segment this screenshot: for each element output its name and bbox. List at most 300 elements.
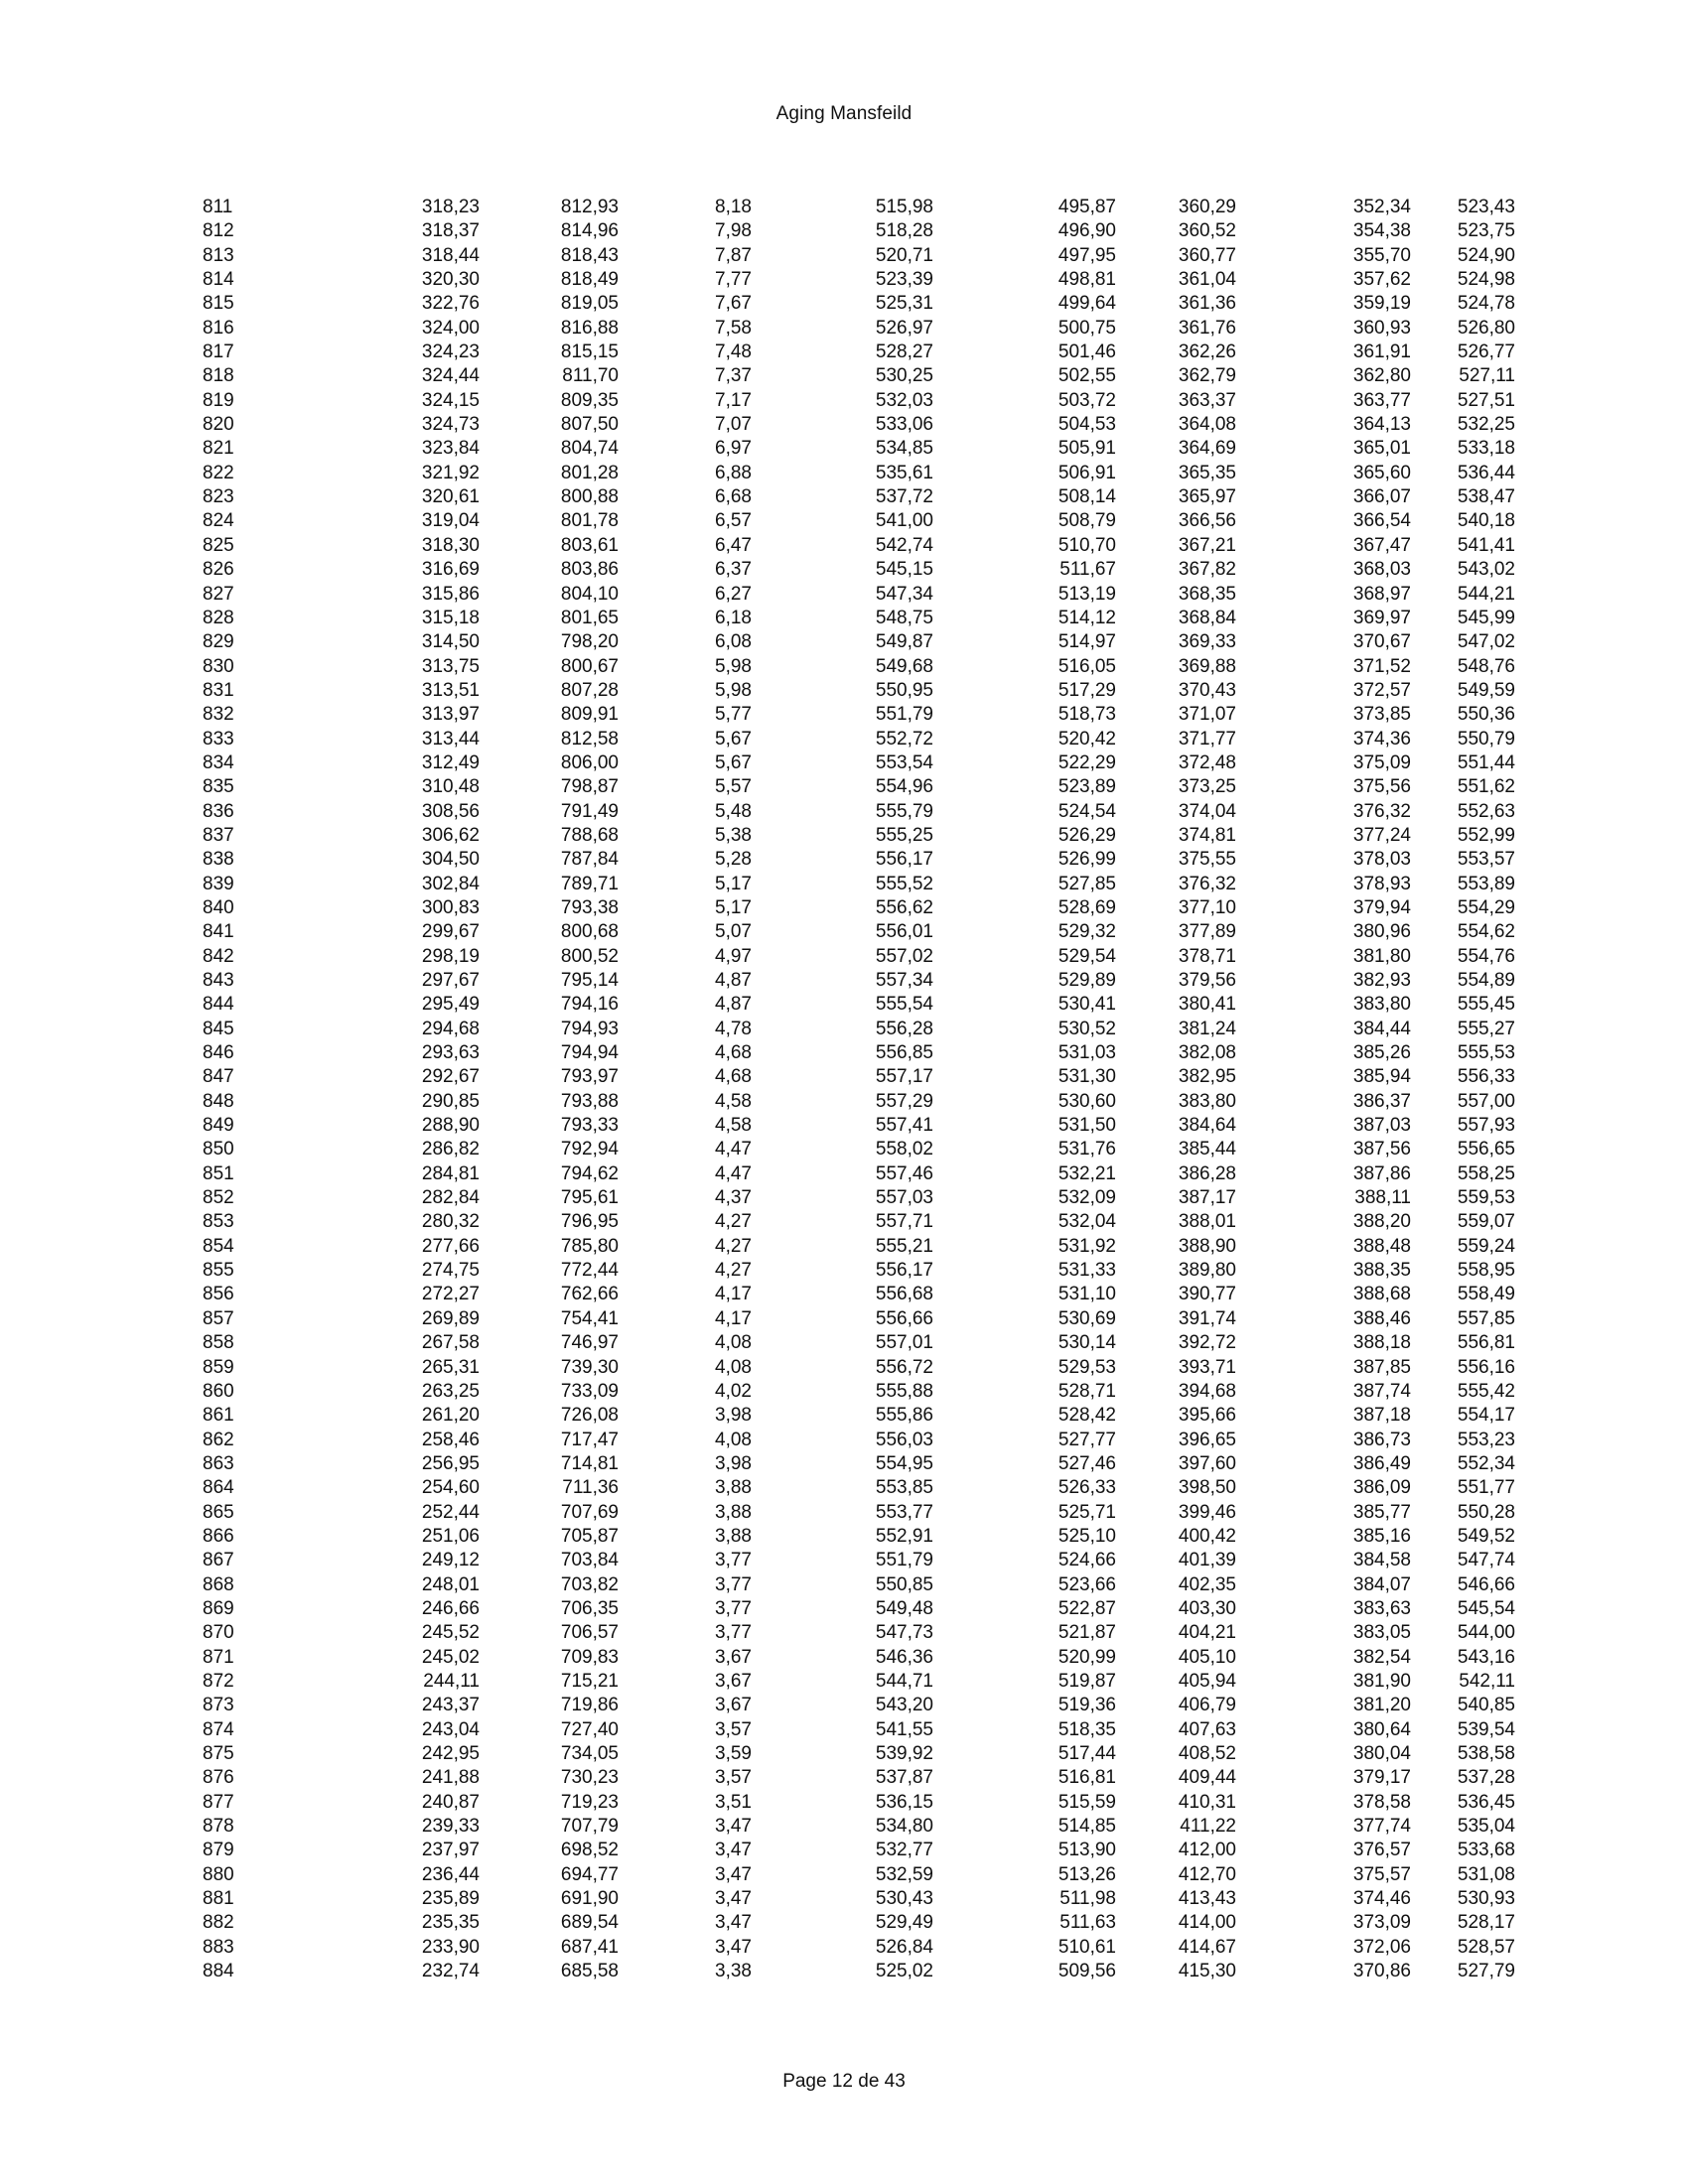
value-cell: 288,90 [421, 1115, 480, 1137]
value-cell: 414,00 [1178, 1912, 1236, 1934]
value-cell: 403,30 [1178, 1597, 1236, 1619]
value-cell: 387,56 [1352, 1139, 1411, 1160]
row-index-cell: 818 [203, 365, 234, 387]
value-cell: 555,52 [875, 873, 933, 894]
value-cell: 536,15 [875, 1791, 933, 1813]
value-cell: 525,02 [875, 1961, 933, 1982]
value-cell: 363,37 [1178, 389, 1236, 411]
value-cell: 556,17 [875, 849, 933, 871]
value-cell: 793,88 [560, 1090, 619, 1112]
value-cell: 529,32 [1057, 921, 1116, 943]
value-cell: 367,47 [1352, 534, 1411, 556]
value-cell: 530,60 [1057, 1090, 1116, 1112]
table-row [149, 1911, 1515, 1935]
value-cell: 5,57 [715, 776, 752, 798]
value-cell: 557,01 [875, 1332, 933, 1354]
row-index-cell: 816 [203, 317, 234, 339]
value-cell: 318,23 [421, 197, 480, 217]
value-cell: 536,45 [1457, 1791, 1515, 1813]
table-row [149, 292, 1515, 316]
row-index-cell: 844 [203, 994, 234, 1016]
value-cell: 556,17 [875, 1260, 933, 1282]
value-cell: 550,28 [1457, 1501, 1515, 1523]
value-cell: 7,58 [715, 317, 752, 339]
value-cell: 557,03 [875, 1187, 933, 1209]
value-cell: 372,06 [1352, 1936, 1411, 1958]
row-index-cell: 823 [203, 486, 234, 508]
value-cell: 385,26 [1352, 1042, 1411, 1064]
value-cell: 364,08 [1178, 414, 1236, 436]
value-cell: 322,76 [421, 293, 480, 315]
value-cell: 557,34 [875, 970, 933, 991]
value-cell: 361,76 [1178, 317, 1236, 339]
value-cell: 365,35 [1178, 462, 1236, 483]
value-cell: 377,24 [1352, 824, 1411, 846]
value-cell: 554,95 [875, 1452, 933, 1474]
value-cell: 529,89 [1057, 970, 1116, 991]
value-cell: 239,33 [421, 1816, 480, 1838]
value-cell: 559,24 [1457, 1235, 1515, 1257]
value-cell: 252,44 [421, 1501, 480, 1523]
value-cell: 263,25 [421, 1380, 480, 1402]
value-cell: 792,94 [560, 1139, 619, 1160]
value-cell: 4,47 [715, 1139, 752, 1160]
table-row [149, 969, 1515, 993]
row-index-cell: 868 [203, 1573, 234, 1595]
value-cell: 290,85 [421, 1090, 480, 1112]
value-cell: 558,25 [1457, 1162, 1515, 1184]
value-cell: 511,67 [1059, 559, 1116, 581]
value-cell: 319,04 [421, 510, 480, 532]
row-index-cell: 873 [203, 1695, 234, 1716]
value-cell: 235,35 [421, 1912, 480, 1934]
value-cell: 793,33 [560, 1115, 619, 1137]
value-cell: 549,87 [875, 631, 933, 653]
value-cell: 793,38 [560, 896, 619, 918]
table-row [149, 848, 1515, 872]
value-cell: 408,52 [1178, 1743, 1236, 1764]
value-cell: 386,49 [1352, 1452, 1411, 1474]
value-cell: 366,54 [1352, 510, 1411, 532]
value-cell: 3,47 [715, 1840, 752, 1861]
value-cell: 261,20 [421, 1405, 480, 1427]
value-cell: 7,98 [715, 220, 752, 242]
row-index-cell: 881 [203, 1888, 234, 1910]
value-cell: 555,42 [1457, 1380, 1515, 1402]
value-cell: 791,49 [560, 800, 619, 822]
value-cell: 694,77 [560, 1863, 619, 1885]
value-cell: 409,44 [1178, 1767, 1236, 1789]
value-cell: 685,58 [560, 1961, 619, 1982]
value-cell: 801,78 [560, 510, 619, 532]
row-index-cell: 817 [203, 341, 234, 363]
value-cell: 557,93 [1457, 1115, 1515, 1137]
value-cell: 528,27 [875, 341, 933, 363]
value-cell: 762,66 [560, 1284, 619, 1305]
value-cell: 387,03 [1352, 1115, 1411, 1137]
value-cell: 540,18 [1457, 510, 1515, 532]
value-cell: 547,34 [875, 583, 933, 605]
table-row [149, 1452, 1515, 1476]
value-cell: 788,68 [560, 824, 619, 846]
table-row [149, 775, 1515, 799]
table-row [149, 824, 1515, 848]
value-cell: 3,57 [715, 1767, 752, 1789]
value-cell: 523,89 [1057, 776, 1116, 798]
value-cell: 698,52 [560, 1840, 619, 1861]
value-cell: 385,77 [1352, 1501, 1411, 1523]
value-cell: 374,81 [1178, 824, 1236, 846]
value-cell: 7,77 [715, 269, 752, 291]
value-cell: 553,77 [875, 1501, 933, 1523]
value-cell: 385,94 [1352, 1066, 1411, 1088]
table-row [149, 896, 1515, 920]
row-index-cell: 872 [203, 1670, 234, 1692]
value-cell: 541,41 [1457, 534, 1515, 556]
value-cell: 3,38 [715, 1961, 752, 1982]
value-cell: 804,10 [560, 583, 619, 605]
value-cell: 256,95 [421, 1452, 480, 1474]
value-cell: 376,32 [1178, 873, 1236, 894]
value-cell: 4,27 [715, 1211, 752, 1233]
row-index-cell: 856 [203, 1284, 234, 1305]
value-cell: 324,23 [421, 341, 480, 363]
value-cell: 531,92 [1057, 1235, 1116, 1257]
value-cell: 3,77 [715, 1573, 752, 1595]
value-cell: 323,84 [421, 438, 480, 460]
page-number: Page 12 de 43 [782, 2071, 906, 2092]
value-cell: 286,82 [421, 1139, 480, 1160]
value-cell: 3,47 [715, 1888, 752, 1910]
value-cell: 248,01 [421, 1573, 480, 1595]
value-cell: 520,71 [875, 244, 933, 266]
value-cell: 739,30 [560, 1356, 619, 1378]
value-cell: 377,74 [1352, 1816, 1411, 1838]
value-cell: 4,78 [715, 1018, 752, 1039]
value-cell: 384,44 [1352, 1018, 1411, 1039]
value-cell: 397,60 [1178, 1452, 1236, 1474]
value-cell: 293,63 [421, 1042, 480, 1064]
value-cell: 7,37 [715, 365, 752, 387]
row-index-cell: 846 [203, 1042, 234, 1064]
value-cell: 555,53 [1457, 1042, 1515, 1064]
value-cell: 302,84 [421, 873, 480, 894]
row-index-cell: 829 [203, 631, 234, 653]
row-index-cell: 855 [203, 1260, 234, 1282]
value-cell: 233,90 [421, 1936, 480, 1958]
value-cell: 809,91 [560, 704, 619, 726]
value-cell: 540,85 [1457, 1695, 1515, 1716]
value-cell: 3,47 [715, 1912, 752, 1934]
value-cell: 557,85 [1457, 1307, 1515, 1329]
value-cell: 528,57 [1457, 1936, 1515, 1958]
value-cell: 514,85 [1057, 1816, 1116, 1838]
value-cell: 687,41 [560, 1936, 619, 1958]
value-cell: 365,01 [1352, 438, 1411, 460]
value-cell: 520,99 [1057, 1646, 1116, 1668]
value-cell: 8,18 [715, 197, 752, 217]
row-index-cell: 815 [203, 293, 234, 315]
value-cell: 531,10 [1057, 1284, 1116, 1305]
value-cell: 515,59 [1057, 1791, 1116, 1813]
value-cell: 545,54 [1457, 1597, 1515, 1619]
value-cell: 691,90 [560, 1888, 619, 1910]
value-cell: 4,87 [715, 994, 752, 1016]
value-cell: 548,76 [1457, 655, 1515, 677]
value-cell: 807,50 [560, 414, 619, 436]
value-cell: 510,61 [1057, 1936, 1116, 1958]
value-cell: 530,93 [1457, 1888, 1515, 1910]
value-cell: 527,79 [1457, 1961, 1515, 1982]
value-cell: 3,88 [715, 1501, 752, 1523]
value-cell: 312,49 [421, 751, 480, 773]
table-row [149, 1235, 1515, 1259]
value-cell: 324,73 [421, 414, 480, 436]
value-cell: 310,48 [421, 776, 480, 798]
value-cell: 554,96 [875, 776, 933, 798]
value-cell: 5,98 [715, 655, 752, 677]
value-cell: 543,16 [1457, 1646, 1515, 1668]
value-cell: 391,74 [1178, 1307, 1236, 1329]
value-cell: 800,52 [560, 945, 619, 967]
table-row [149, 1863, 1515, 1887]
row-index-cell: 831 [203, 679, 234, 701]
value-cell: 536,44 [1457, 462, 1515, 483]
value-cell: 7,17 [715, 389, 752, 411]
value-cell: 280,32 [421, 1211, 480, 1233]
value-cell: 785,80 [560, 1235, 619, 1257]
value-cell: 811,70 [562, 365, 619, 387]
value-cell: 531,50 [1057, 1115, 1116, 1137]
value-cell: 508,14 [1057, 486, 1116, 508]
table-row [149, 751, 1515, 775]
value-cell: 552,63 [1457, 800, 1515, 822]
value-cell: 3,67 [715, 1695, 752, 1716]
value-cell: 413,43 [1178, 1888, 1236, 1910]
value-cell: 381,80 [1352, 945, 1411, 967]
row-index-cell: 860 [203, 1380, 234, 1402]
value-cell: 532,21 [1057, 1162, 1116, 1184]
value-cell: 5,67 [715, 751, 752, 773]
value-cell: 525,31 [875, 293, 933, 315]
value-cell: 313,51 [421, 679, 480, 701]
value-cell: 299,67 [421, 921, 480, 943]
value-cell: 324,44 [421, 365, 480, 387]
value-cell: 382,54 [1352, 1646, 1411, 1668]
value-cell: 498,81 [1057, 269, 1116, 291]
value-cell: 815,15 [560, 341, 619, 363]
row-index-cell: 849 [203, 1115, 234, 1137]
row-index-cell: 812 [203, 220, 234, 242]
value-cell: 557,17 [875, 1066, 933, 1088]
value-cell: 313,97 [421, 704, 480, 726]
row-index-cell: 853 [203, 1211, 234, 1233]
table-row [149, 583, 1515, 607]
value-cell: 3,51 [715, 1791, 752, 1813]
value-cell: 277,66 [421, 1235, 480, 1257]
value-cell: 369,33 [1178, 631, 1236, 653]
value-cell: 818,49 [560, 269, 619, 291]
value-cell: 509,56 [1057, 1961, 1116, 1982]
value-cell: 503,72 [1057, 389, 1116, 411]
value-cell: 4,27 [715, 1235, 752, 1257]
value-cell: 269,89 [421, 1307, 480, 1329]
value-cell: 518,35 [1057, 1718, 1116, 1740]
value-cell: 546,36 [875, 1646, 933, 1668]
value-cell: 798,20 [560, 631, 619, 653]
table-row [149, 1307, 1515, 1331]
value-cell: 267,58 [421, 1332, 480, 1354]
table-row [149, 485, 1515, 509]
value-cell: 530,43 [875, 1888, 933, 1910]
value-cell: 800,68 [560, 921, 619, 943]
value-cell: 552,72 [875, 728, 933, 750]
table-row [149, 558, 1515, 582]
value-cell: 379,56 [1178, 970, 1236, 991]
value-cell: 528,42 [1057, 1405, 1116, 1427]
value-cell: 6,18 [715, 607, 752, 628]
value-cell: 557,71 [875, 1211, 933, 1233]
value-cell: 366,56 [1178, 510, 1236, 532]
row-index-cell: 850 [203, 1139, 234, 1160]
value-cell: 385,44 [1178, 1139, 1236, 1160]
table-row [149, 1404, 1515, 1428]
table-row [149, 993, 1515, 1017]
value-cell: 532,77 [875, 1840, 933, 1861]
table-row [149, 1186, 1515, 1210]
value-cell: 371,07 [1178, 704, 1236, 726]
value-cell: 530,25 [875, 365, 933, 387]
row-index-cell: 848 [203, 1090, 234, 1112]
value-cell: 412,00 [1178, 1840, 1236, 1861]
value-cell: 496,90 [1057, 220, 1116, 242]
value-cell: 733,09 [560, 1380, 619, 1402]
row-index-cell: 883 [203, 1936, 234, 1958]
value-cell: 545,15 [875, 559, 933, 581]
value-cell: 726,08 [560, 1405, 619, 1427]
table-row [149, 1815, 1515, 1839]
value-cell: 364,69 [1178, 438, 1236, 460]
table-row [149, 413, 1515, 437]
value-cell: 554,76 [1457, 945, 1515, 967]
value-cell: 7,07 [715, 414, 752, 436]
value-cell: 513,90 [1057, 1840, 1116, 1861]
value-cell: 495,87 [1057, 197, 1116, 217]
value-cell: 412,70 [1178, 1863, 1236, 1885]
value-cell: 316,69 [421, 559, 480, 581]
value-cell: 544,71 [875, 1670, 933, 1692]
value-cell: 3,47 [715, 1936, 752, 1958]
value-cell: 246,66 [421, 1597, 480, 1619]
value-cell: 357,62 [1352, 269, 1411, 291]
value-cell: 374,36 [1352, 728, 1411, 750]
value-cell: 754,41 [560, 1307, 619, 1329]
value-cell: 237,97 [421, 1840, 480, 1861]
value-cell: 558,49 [1457, 1284, 1515, 1305]
value-cell: 389,80 [1178, 1260, 1236, 1282]
value-cell: 386,28 [1178, 1162, 1236, 1184]
value-cell: 801,28 [560, 462, 619, 483]
row-index-cell: 825 [203, 534, 234, 556]
value-cell: 719,23 [560, 1791, 619, 1813]
value-cell: 703,82 [560, 1573, 619, 1595]
value-cell: 522,87 [1057, 1597, 1116, 1619]
table-row [149, 1162, 1515, 1186]
value-cell: 401,39 [1178, 1550, 1236, 1571]
value-cell: 318,37 [421, 220, 480, 242]
row-index-cell: 847 [203, 1066, 234, 1088]
value-cell: 407,63 [1178, 1718, 1236, 1740]
value-cell: 526,77 [1457, 341, 1515, 363]
value-cell: 3,88 [715, 1477, 752, 1499]
value-cell: 789,71 [560, 873, 619, 894]
value-cell: 553,23 [1457, 1429, 1515, 1450]
value-cell: 719,86 [560, 1695, 619, 1716]
table-row [149, 1621, 1515, 1645]
value-cell: 405,94 [1178, 1670, 1236, 1692]
value-cell: 506,91 [1057, 462, 1116, 483]
value-cell: 378,58 [1352, 1791, 1411, 1813]
value-cell: 243,04 [421, 1718, 480, 1740]
value-cell: 373,09 [1352, 1912, 1411, 1934]
value-cell: 523,39 [875, 269, 933, 291]
table-row [149, 630, 1515, 654]
value-cell: 4,87 [715, 970, 752, 991]
value-cell: 6,47 [715, 534, 752, 556]
value-cell: 398,50 [1178, 1477, 1236, 1499]
value-cell: 531,03 [1057, 1042, 1116, 1064]
value-cell: 362,26 [1178, 341, 1236, 363]
value-cell: 5,28 [715, 849, 752, 871]
value-cell: 375,56 [1352, 776, 1411, 798]
value-cell: 800,67 [560, 655, 619, 677]
row-index-cell: 836 [203, 800, 234, 822]
value-cell: 555,54 [875, 994, 933, 1016]
value-cell: 551,44 [1457, 751, 1515, 773]
row-index-cell: 813 [203, 244, 234, 266]
value-cell: 551,79 [875, 1550, 933, 1571]
value-cell: 556,72 [875, 1356, 933, 1378]
value-cell: 541,55 [875, 1718, 933, 1740]
value-cell: 553,54 [875, 751, 933, 773]
value-cell: 361,91 [1352, 341, 1411, 363]
value-cell: 390,77 [1178, 1284, 1236, 1305]
value-cell: 367,21 [1178, 534, 1236, 556]
value-cell: 387,86 [1352, 1162, 1411, 1184]
row-index-cell: 838 [203, 849, 234, 871]
value-cell: 796,95 [560, 1211, 619, 1233]
table-row [149, 1573, 1515, 1597]
table-row [149, 1090, 1515, 1114]
row-index-cell: 824 [203, 510, 234, 532]
row-index-cell: 878 [203, 1816, 234, 1838]
value-cell: 500,75 [1057, 317, 1116, 339]
value-cell: 3,67 [715, 1646, 752, 1668]
value-cell: 406,79 [1178, 1695, 1236, 1716]
table-row [149, 1283, 1515, 1306]
row-index-cell: 864 [203, 1477, 234, 1499]
value-cell: 556,85 [875, 1042, 933, 1064]
value-cell: 365,60 [1352, 462, 1411, 483]
value-cell: 727,40 [560, 1718, 619, 1740]
value-cell: 555,79 [875, 800, 933, 822]
value-cell: 4,27 [715, 1260, 752, 1282]
value-cell: 7,48 [715, 341, 752, 363]
table-row [149, 1549, 1515, 1572]
value-cell: 711,36 [562, 1477, 619, 1499]
value-cell: 392,72 [1178, 1332, 1236, 1354]
table-row [149, 1041, 1515, 1065]
